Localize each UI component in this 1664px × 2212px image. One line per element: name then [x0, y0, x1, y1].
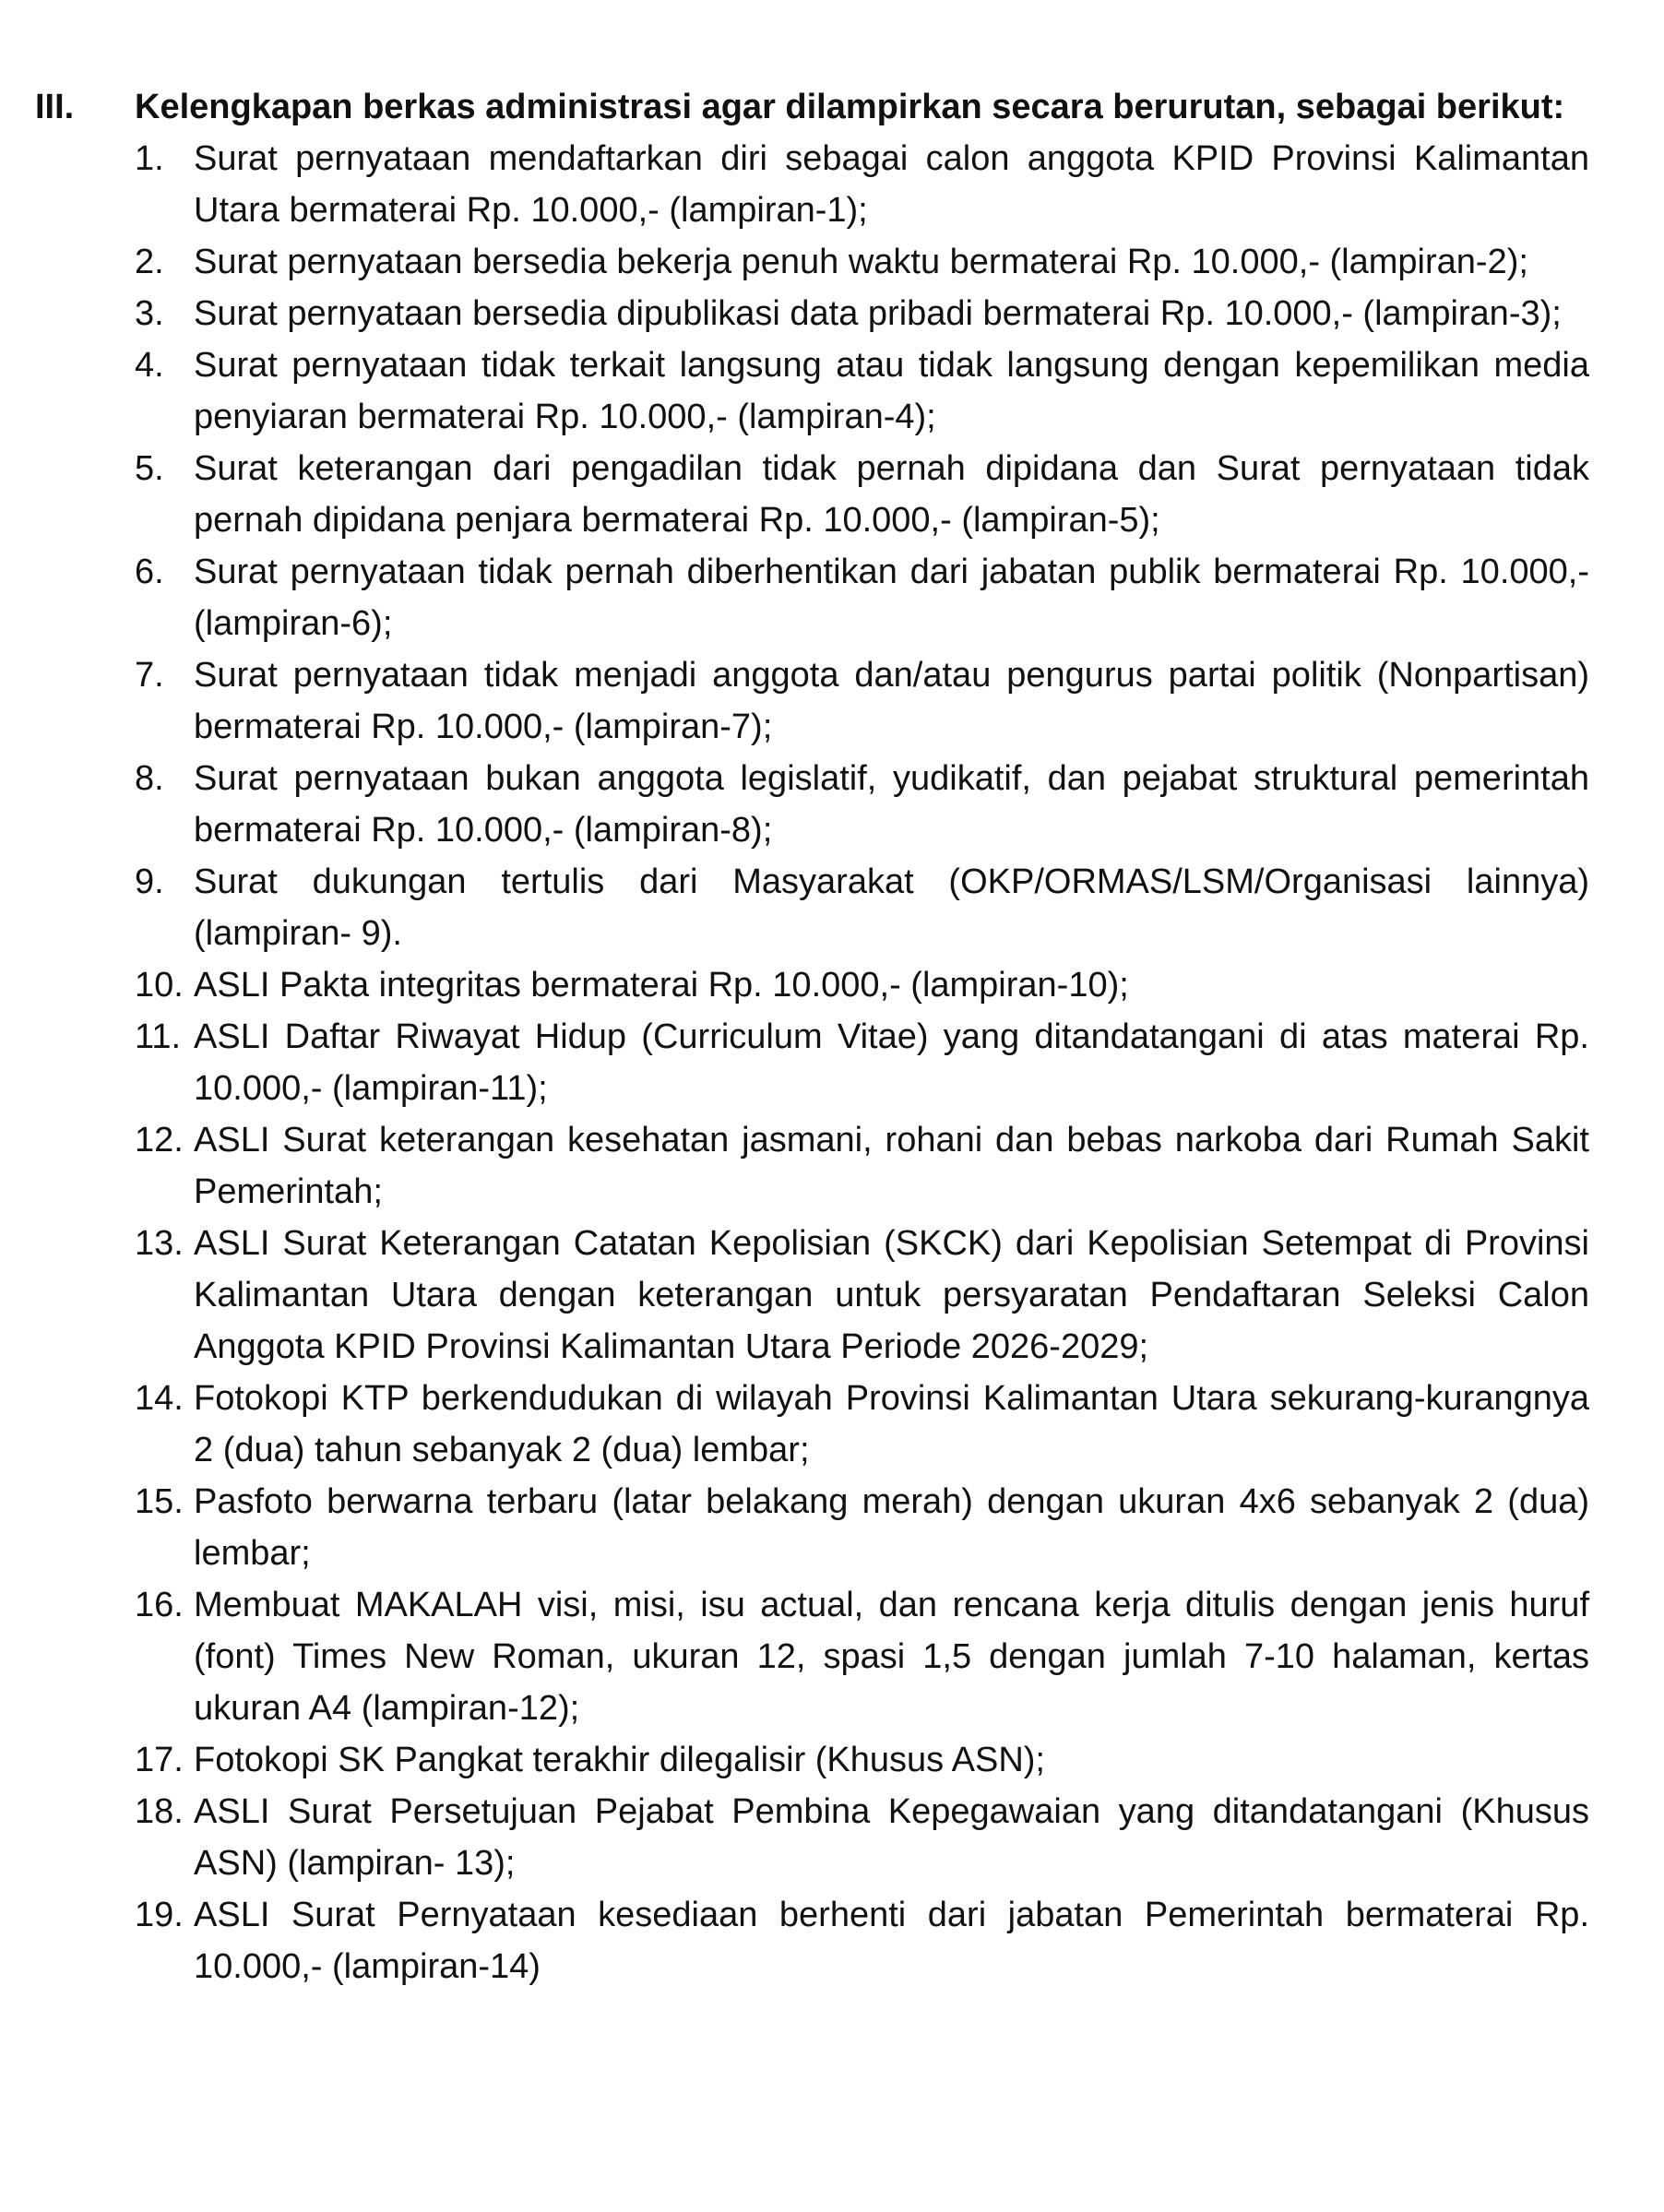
- item-text: Surat pernyataan bukan anggota legislatif, yudikatif, dan pejabat struktural pemerintah bermaterai Rp. 10.000,- (lampiran-8);: [194, 759, 1589, 850]
- item-text: Surat pernyataan tidak terkait langsung atau tidak langsung dengan kepemilikan media penyiaran bermaterai Rp. 10.000,- (lampiran-4);: [194, 346, 1589, 436]
- list-item: [135, 236, 1589, 288]
- item-text: ASLI Surat keterangan kesehatan jasmani, rohani dan bebas narkoba dari Rumah Sakit Pemerintah;: [194, 1121, 1589, 1211]
- list-item: [135, 1114, 1589, 1218]
- item-text: Surat pernyataan mendaftarkan diri sebagai calon anggota KPID Provinsi Kalimantan Utara bermaterai Rp. 10.000,- (lampiran-1);: [194, 139, 1589, 230]
- list-item: [135, 1786, 1589, 1889]
- item-number: 8.: [135, 759, 164, 798]
- item-text: Surat pernyataan bersedia dipublikasi data pribadi bermaterai Rp. 10.000,- (lampiran-3);: [194, 294, 1562, 333]
- item-text: Membuat MAKALAH visi, misi, isu actual, dan rencana kerja ditulis dengan jenis huruf (font) Times New Roman, ukuran 12, spasi 1,5 dengan jumlah 7-10 halaman, kertas ukuran A4 (lampiran-12);: [194, 1586, 1589, 1728]
- item-number: 15.: [135, 1482, 184, 1521]
- list-item: [135, 546, 1589, 649]
- item-text: ASLI Pakta integritas bermaterai Rp. 10.000,- (lampiran-10);: [194, 966, 1129, 1005]
- list-item: [135, 856, 1589, 959]
- item-text: Surat pernyataan tidak pernah diberhentikan dari jabatan publik bermaterai Rp. 10.000,- (lampiran-6);: [194, 553, 1589, 643]
- item-number: 2.: [135, 243, 164, 281]
- list-item: [135, 959, 1589, 1011]
- item-text: ASLI Surat Persetujuan Pejabat Pembina Kepegawaian yang ditandatangani (Khusus ASN) (lampiran- 13);: [194, 1792, 1589, 1883]
- list-item: [135, 288, 1589, 339]
- item-text: Fotokopi KTP berkendudukan di wilayah Provinsi Kalimantan Utara sekurang-kurangnya 2 (dua) tahun sebanyak 2 (dua) lembar;: [194, 1379, 1589, 1469]
- item-number: 16.: [135, 1586, 184, 1624]
- item-number: 12.: [135, 1121, 184, 1160]
- list-item: [135, 649, 1589, 753]
- section-numeral: III.: [35, 88, 75, 126]
- list-item: [135, 1579, 1589, 1734]
- item-number: 19.: [135, 1896, 184, 1934]
- section-header: [35, 81, 1589, 133]
- item-number: 17.: [135, 1741, 184, 1779]
- list-item: [135, 1734, 1589, 1786]
- item-number: 3.: [135, 294, 164, 333]
- item-number: 9.: [135, 862, 164, 901]
- item-number: 10.: [135, 966, 184, 1005]
- requirements-section: [35, 81, 1589, 1992]
- item-text: ASLI Daftar Riwayat Hidup (Curriculum Vitae) yang ditandatangani di atas materai Rp. 10.000,- (lampiran-11);: [194, 1017, 1589, 1108]
- list-item: [135, 1889, 1589, 1992]
- item-number: 1.: [135, 139, 164, 178]
- item-number: 4.: [135, 346, 164, 385]
- list-item: [135, 1011, 1589, 1114]
- item-text: ASLI Surat Pernyataan kesediaan berhenti dari jabatan Pemerintah bermaterai Rp. 10.000,- (lampiran-14): [194, 1896, 1589, 1986]
- section-title: Kelengkapan berkas administrasi agar dilampirkan secara berurutan, sebagai berikut:: [135, 88, 1565, 126]
- list-item: [135, 753, 1589, 856]
- item-text: Surat pernyataan bersedia bekerja penuh waktu bermaterai Rp. 10.000,- (lampiran-2);: [194, 243, 1528, 281]
- item-number: 7.: [135, 656, 164, 695]
- item-text: Pasfoto berwarna terbaru (latar belakang merah) dengan ukuran 4x6 sebanyak 2 (dua) lembar;: [194, 1482, 1589, 1573]
- item-number: 5.: [135, 449, 164, 488]
- list-item: [135, 443, 1589, 546]
- item-text: Surat pernyataan tidak menjadi anggota dan/atau pengurus partai politik (Nonpartisan) bermaterai Rp. 10.000,- (lampiran-7);: [194, 656, 1589, 746]
- list-item: [135, 339, 1589, 443]
- item-text: Fotokopi SK Pangkat terakhir dilegalisir (Khusus ASN);: [194, 1741, 1045, 1779]
- list-item: [135, 1218, 1589, 1373]
- item-text: Surat dukungan tertulis dari Masyarakat (OKP/ORMAS/LSM/Organisasi lainnya) (lampiran- 9).: [194, 862, 1589, 953]
- item-text: ASLI Surat Keterangan Catatan Kepolisian (SKCK) dari Kepolisian Setempat di Provinsi Kalimantan Utara dengan keterangan untuk persyaratan Pendaftaran Seleksi Calon Anggota KPID Provinsi Kalimantan Utara Periode 2026-2029;: [194, 1224, 1589, 1366]
- requirements-list: [135, 133, 1589, 1992]
- item-text: Surat keterangan dari pengadilan tidak pernah dipidana dan Surat pernyataan tidak pernah dipidana penjara bermaterai Rp. 10.000,- (lampiran-5);: [194, 449, 1589, 540]
- list-item: [135, 133, 1589, 236]
- item-number: 13.: [135, 1224, 184, 1263]
- item-number: 11.: [135, 1017, 182, 1056]
- list-item: [135, 1373, 1589, 1476]
- item-number: 18.: [135, 1792, 184, 1831]
- item-number: 6.: [135, 553, 164, 591]
- list-item: [135, 1476, 1589, 1579]
- item-number: 14.: [135, 1379, 184, 1418]
